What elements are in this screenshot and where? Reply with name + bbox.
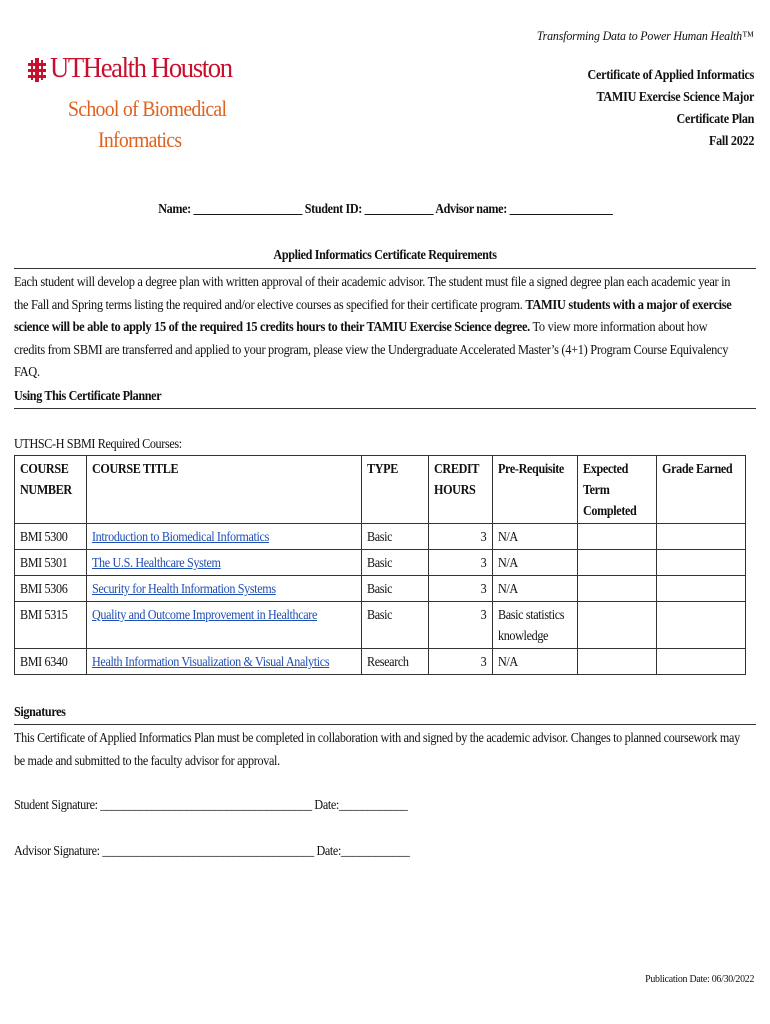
cell-credits: 3 [428,649,493,675]
advisor-signature-line[interactable]: Advisor Signature: _____________________________________ Date:____________ [14,843,410,858]
student-signature-line[interactable]: Student Signature: _____________________________________ Date:____________ [14,797,408,812]
col-grade-earned: Grade Earned [656,456,745,524]
certificate-term: Fall 2022 [708,133,754,148]
cell-expected-term[interactable] [577,524,656,550]
logo-mark-icon [28,58,46,82]
cell-grade-earned[interactable] [656,649,745,675]
course-link[interactable]: The U.S. Healthcare System [92,555,221,570]
col-course-title: COURSE TITLE [87,456,362,524]
cell-expected-term[interactable] [577,649,656,675]
divider [14,408,756,409]
cell-type: Basic [361,602,428,649]
cell-prerequisite: N/A [493,576,577,602]
cell-credits: 3 [428,550,493,576]
requirements-text-2: To view more information about how credits from SBMI are transferred and applied to your program, please view the Undergraduate Accelerated Master’s (4+1) Program Course Equivalency FAQ. [14,319,729,379]
table-row [15,524,746,550]
cell-grade-earned[interactable] [656,550,745,576]
course-link[interactable]: Health Information Visualization & Visual Analytics [92,654,330,669]
cell-course-title [87,550,362,576]
certificate-title: Certificate of Applied Informatics [587,67,754,82]
cell-expected-term[interactable] [577,550,656,576]
cell-credits: 3 [428,576,493,602]
requirements-title-text: Applied Informatics Certificate Requirements [273,247,497,262]
tagline: Transforming Data to Power Human Health™ [537,28,754,43]
cell-course-number: BMI 5306 [15,576,87,602]
cell-grade-earned[interactable] [656,602,745,649]
cell-expected-term[interactable] [577,602,656,649]
signatures-heading: Signatures [14,704,66,719]
cell-expected-term[interactable] [577,576,656,602]
requirements-paragraph [14,271,732,384]
signatures-paragraph: This Certificate of Applied Informatics Plan must be completed in collaboration with and signed by the academic advisor. Changes to planned coursework may be made and submitted to the faculty advisor for approval. [14,730,740,768]
cell-type: Basic [361,576,428,602]
publication-date: Publication Date: 06/30/2022 [644,973,754,985]
divider [14,724,756,725]
divider [14,268,756,269]
requirements-text-1: Each student will develop a degree plan with written approval of their academic advisor. The student must file a signed degree plan each academic year in the Fall and Spring terms listing the required and/or elective courses as specified for their certificate program. [14,274,731,312]
certificate-major: TAMIU Exercise Science Major [596,89,754,104]
cell-course-title [87,649,362,675]
col-prerequisite: Pre-Requisite [493,456,577,524]
col-type: TYPE [361,456,428,524]
cell-course-title [87,524,362,550]
cell-type: Basic [361,524,428,550]
certificate-plan-label: Certificate Plan [676,111,754,126]
student-info-text: Name: ___________________ Student ID: ____________ Advisor name: __________________ [157,201,613,216]
requirements-text-bold: TAMIU students with a major of exercise science will be able to apply 15 of the required 15 credits hours to their TAMIU Exercise Science degree. [14,296,732,334]
table-row [15,649,746,675]
table-header-row [15,456,746,524]
cell-type: Basic [361,550,428,576]
logo-school-line-2: Informatics [98,127,182,152]
cell-credits: 3 [428,602,493,649]
cell-prerequisite: N/A [493,524,577,550]
cell-prerequisite: Basic statistics knowledge [493,602,577,649]
requirements-title [0,247,770,263]
col-course-number: COURSE NUMBER [15,456,87,524]
cell-course-title [87,576,362,602]
required-courses-caption: UTHSC-H SBMI Required Courses: [14,436,182,451]
certificate-info [569,64,754,152]
uthealth-logo [28,52,268,162]
cell-course-title [87,602,362,649]
student-info-line [0,201,770,217]
table-row [15,550,746,576]
course-link[interactable]: Security for Health Information Systems [92,581,277,596]
course-link[interactable]: Quality and Outcome Improvement in Healthcare [92,607,318,622]
cell-prerequisite: N/A [493,550,577,576]
cell-prerequisite: N/A [493,649,577,675]
planner-heading: Using This Certificate Planner [14,388,162,403]
cell-course-number: BMI 6340 [15,649,87,675]
table-row [15,576,746,602]
logo-school-line-1: School of Biomedical [68,96,227,121]
cell-grade-earned[interactable] [656,524,745,550]
cell-course-number: BMI 5315 [15,602,87,649]
logo-wordmark: UTHealth Houston [50,52,232,84]
cell-grade-earned[interactable] [656,576,745,602]
course-link[interactable]: Introduction to Biomedical Informatics [92,529,270,544]
col-expected-term: Expected Term Completed [577,456,656,524]
cell-course-number: BMI 5300 [15,524,87,550]
table-row [15,602,746,649]
cell-credits: 3 [428,524,493,550]
required-courses-table [14,455,746,675]
cell-course-number: BMI 5301 [15,550,87,576]
cell-type: Research [361,649,428,675]
col-credit-hours: CREDIT HOURS [428,456,493,524]
